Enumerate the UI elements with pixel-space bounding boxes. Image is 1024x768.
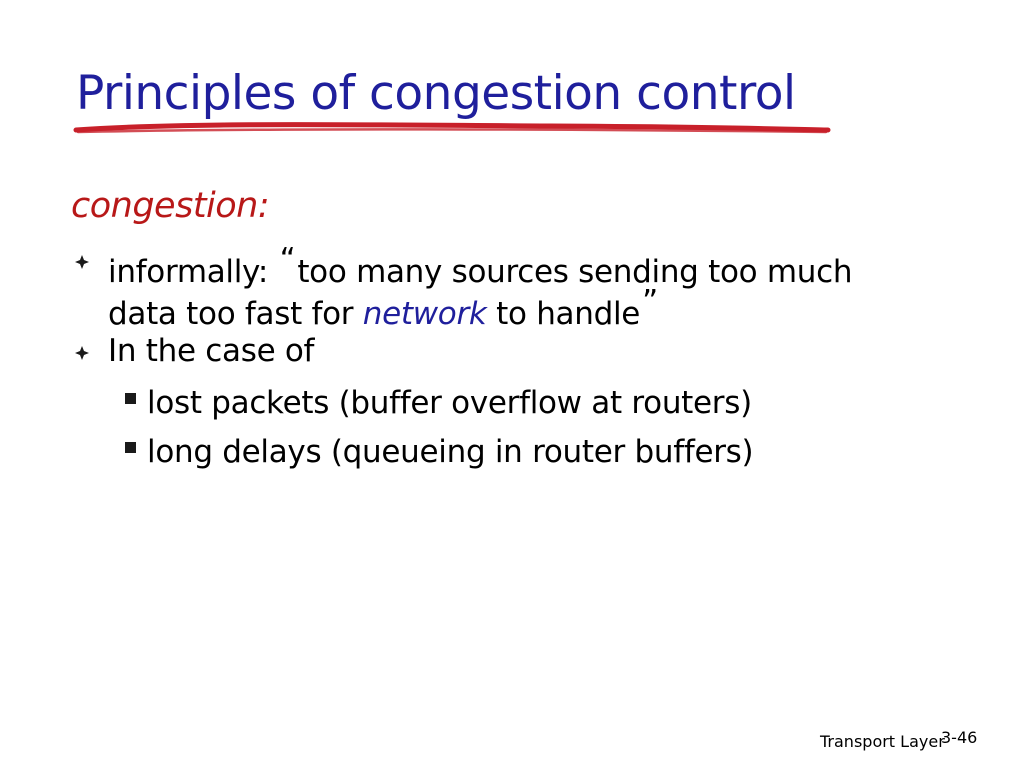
network-emphasis: network: [362, 296, 487, 332]
close-quote: ”: [642, 284, 658, 320]
diamond-bullet-icon: [75, 346, 89, 360]
bullet-informally-line2: [108, 282, 660, 334]
bullet-informally-line2-suffix: to handle: [486, 296, 641, 332]
square-bullet-icon: [125, 393, 136, 404]
bullet-informally-prefix: informally:: [108, 254, 278, 290]
footer-page-number: 3-46: [941, 728, 978, 747]
square-bullet-icon: [125, 442, 136, 453]
bullet-case-of: In the case of: [108, 333, 315, 369]
congestion-heading: congestion:: [71, 186, 270, 226]
slide-title: Principles of congestion control: [76, 66, 796, 121]
subitem-long-delays: long delays (queueing in router buffers): [147, 434, 754, 470]
bullet-informally-rest: too many sources sending too much: [297, 254, 853, 290]
subitem-lost-packets: lost packets (buffer overflow at routers): [147, 385, 752, 421]
title-underline: [70, 118, 840, 142]
bullet-informally-line2-prefix: data too fast for: [108, 296, 363, 332]
open-quote: “: [279, 242, 296, 278]
diamond-bullet-icon: [75, 255, 89, 269]
footer-section: Transport Layer: [820, 732, 945, 751]
